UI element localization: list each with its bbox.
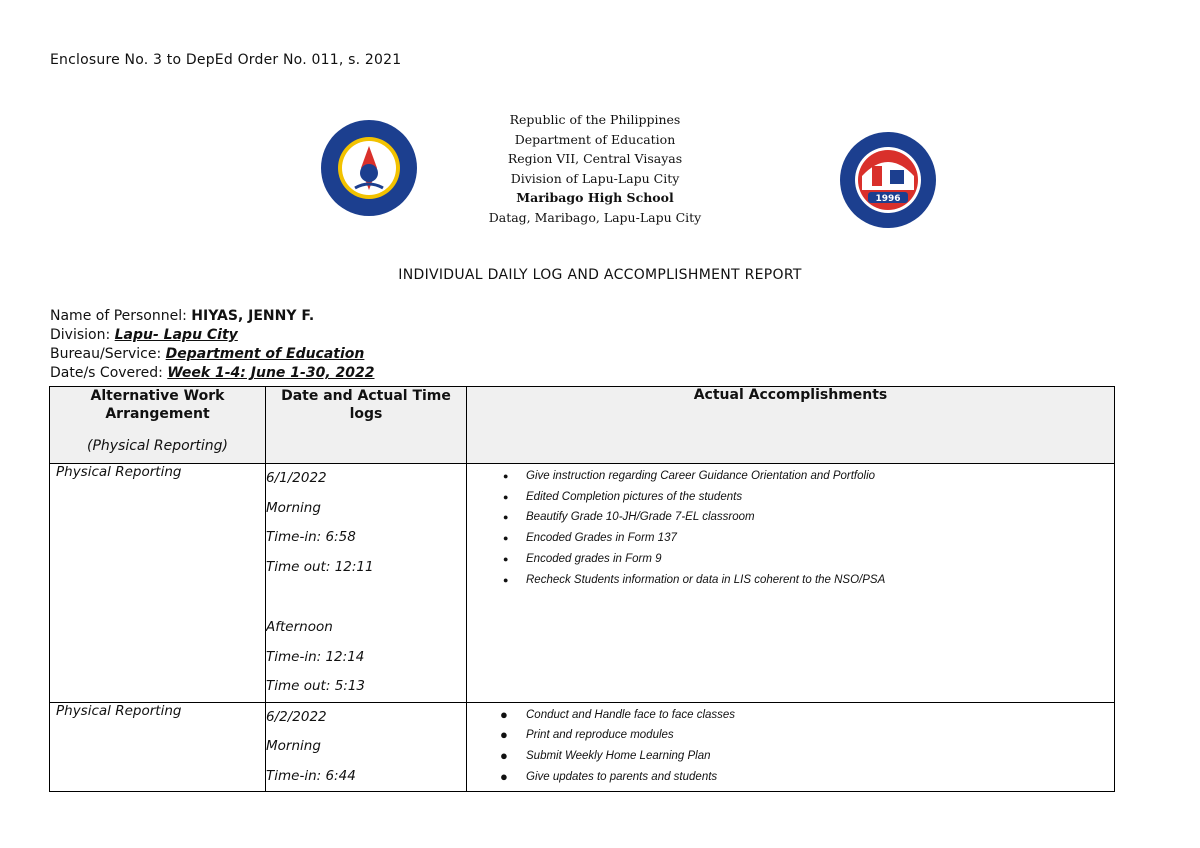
- list-item: ● Conduct and Handle face to face classes: [467, 705, 1114, 726]
- afternoon-label: Afternoon: [266, 619, 333, 635]
- morning-label: Morning: [266, 738, 321, 754]
- name-line: [50, 307, 374, 326]
- list-item: ● Print and reproduce modules: [467, 725, 1114, 746]
- list-item: ● Give instruction regarding Career Guidance Orientation and Portfolio: [467, 466, 1114, 487]
- bullet-icon: ●: [500, 706, 508, 722]
- header-date-line1: Date and Actual Time: [281, 388, 451, 404]
- table-row: [50, 464, 1115, 703]
- bullet-icon: ●: [500, 727, 508, 743]
- division-value: Lapu- Lapu City: [114, 327, 238, 343]
- personnel-info: [50, 307, 374, 383]
- header-arrangement-sub: (Physical Reporting): [86, 438, 228, 454]
- seal-year: 1996: [875, 194, 901, 204]
- report-title: INDIVIDUAL DAILY LOG AND ACCOMPLISHMENT REPORT: [398, 267, 802, 283]
- bullet-icon: ●: [500, 747, 508, 763]
- school-address: Datag, Maribago, Lapu-Lapu City: [488, 209, 702, 225]
- table-row: [50, 702, 1115, 792]
- time-in-am: Time-in: 6:58: [266, 529, 356, 545]
- time-out-pm: Time out: 5:13: [266, 678, 366, 694]
- name-label: Name of Personnel:: [50, 308, 192, 324]
- accomplishments-cell: [467, 464, 1115, 703]
- accomplishment-list: [467, 703, 1114, 788]
- bullet-icon: ●: [503, 553, 509, 564]
- division-line: [50, 326, 374, 345]
- bureau-value: Department of Education: [165, 346, 365, 362]
- time-in-pm: Time-in: 12:14: [266, 648, 365, 665]
- maribago-school-seal-icon: [838, 130, 938, 230]
- letterhead-line: Department of Education: [514, 131, 676, 147]
- school-name: Maribago High School: [516, 190, 674, 205]
- arrangement-cell: Physical Reporting: [50, 464, 266, 703]
- header-accomplishments: Actual Accomplishments: [467, 387, 1115, 464]
- time-out-am: Time out: 12:11: [266, 558, 374, 575]
- list-item: ● Edited Completion pictures of the students: [467, 487, 1114, 508]
- division-label: Division:: [50, 327, 115, 343]
- bureau-label: Bureau/Service:: [50, 346, 166, 362]
- bullet-icon: ●: [503, 574, 509, 585]
- time-log-cell: [266, 702, 467, 792]
- morning-label: Morning: [266, 499, 321, 516]
- letterhead: [440, 110, 750, 227]
- deped-division-seal-icon: [319, 118, 419, 218]
- accomplishment-list: [467, 464, 1114, 590]
- list-item: ● Encoded grades in Form 9: [467, 549, 1114, 570]
- letterhead-line: Division of Lapu-Lapu City: [510, 170, 680, 186]
- bullet-icon: ●: [503, 512, 509, 523]
- bullet-icon: ●: [503, 471, 509, 481]
- dates-line: [50, 364, 374, 383]
- list-item: ● Give updates to parents and students: [467, 767, 1114, 788]
- header-date-line2: logs: [349, 406, 383, 422]
- header-arrangement-line2: Arrangement: [105, 406, 210, 422]
- accomplishment-table: [49, 386, 1115, 792]
- bureau-line: [50, 345, 374, 364]
- header-arrangement-line1: Alternative Work: [90, 388, 225, 404]
- bullet-icon: ●: [500, 768, 508, 784]
- arrangement-cell: Physical Reporting: [50, 702, 266, 792]
- list-item: ● Beautify Grade 10-JH/Grade 7-EL classroom: [467, 507, 1114, 528]
- letterhead-line: Region VII, Central Visayas: [507, 151, 683, 166]
- enclosure-reference: Enclosure No. 3 to DepEd Order No. 011, s. 2021: [50, 52, 402, 68]
- name-value: HIYAS, JENNY F.: [191, 308, 315, 324]
- dates-label: Date/s Covered:: [50, 365, 168, 381]
- log-date: 6/1/2022: [266, 470, 327, 486]
- list-item: ● Encoded Grades in Form 137: [467, 528, 1114, 549]
- log-date: 6/2/2022: [266, 708, 327, 725]
- letterhead-line: Republic of the Philippines: [509, 112, 681, 127]
- bullet-icon: ●: [503, 491, 509, 502]
- bullet-icon: ●: [503, 533, 509, 544]
- dates-value: Week 1-4: June 1-30, 2022: [167, 365, 375, 381]
- time-log-cell: [266, 464, 467, 703]
- list-item: ● Submit Weekly Home Learning Plan: [467, 746, 1114, 767]
- time-in-am: Time-in: 6:44: [266, 767, 356, 784]
- header-arrangement: [50, 387, 266, 464]
- table-header-row: [50, 387, 1115, 464]
- header-date-time: [266, 387, 467, 464]
- list-item: ● Recheck Students information or data in LIS coherent to the NSO/PSA: [467, 570, 1114, 591]
- accomplishments-cell: [467, 702, 1115, 792]
